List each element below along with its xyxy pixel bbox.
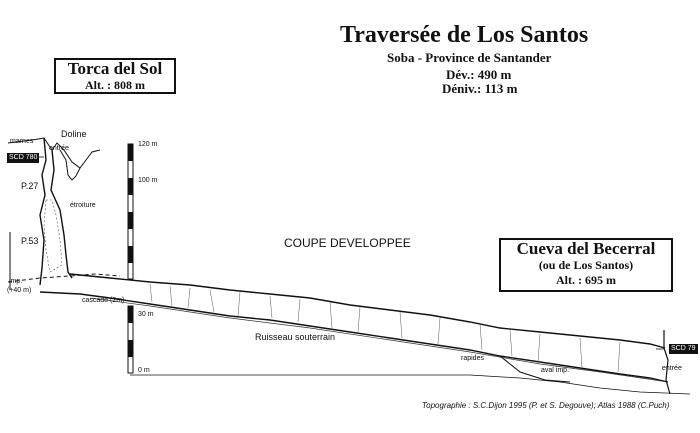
scale-tick-0: 0 m xyxy=(138,367,150,374)
scale-bar-lower xyxy=(128,306,133,373)
label-marnes: marnes xyxy=(10,138,34,145)
becerral-valley xyxy=(470,375,690,394)
label-p27: P.27 xyxy=(21,181,39,191)
label-doline: Doline xyxy=(61,129,87,139)
development-length: Dév.: 490 m xyxy=(446,67,512,82)
label-p53: P.53 xyxy=(21,236,39,246)
label-rapides: rapides xyxy=(461,355,484,362)
label-aval-imp: aval imp. xyxy=(541,367,570,374)
becerral-alias: (ou de Los Santos) xyxy=(538,258,634,272)
label-entree-sol: entrée xyxy=(49,145,69,152)
torca-del-sol-box xyxy=(54,58,176,94)
scale-tick-30: 30 m xyxy=(138,311,154,318)
torca-altitude: Alt. : 808 m xyxy=(85,78,145,92)
becerral-entrance xyxy=(664,330,670,394)
subtitle-location: Soba - Province de Santander xyxy=(387,50,552,65)
becerral-altitude: Alt. : 695 m xyxy=(556,273,616,287)
label-cascade: cascade (2m) xyxy=(82,297,125,304)
depth-difference: Déniv.: 113 m xyxy=(442,81,518,96)
scale-tick-120: 120 m xyxy=(138,141,158,148)
doline-entrance xyxy=(60,150,80,180)
becerral-name: Cueva del Becerral xyxy=(516,239,656,258)
label-imp-altitude: (+40 m) xyxy=(7,287,32,294)
page-title: Traversée de Los Santos xyxy=(340,22,589,48)
stream-line xyxy=(90,298,668,382)
torca-name: Torca del Sol xyxy=(67,59,163,78)
tag-scd-780: SCD 780 xyxy=(9,154,38,161)
shaft-fill xyxy=(44,200,62,272)
label-entree-becerral: entrée xyxy=(662,365,682,372)
survey-credit: Topographie : S.C.Dijon 1995 (P. et S. Degouve); Atlas 1988 (C.Puch) xyxy=(422,401,670,410)
scale-bar-upper xyxy=(128,144,133,279)
scale-tick-100: 100 m xyxy=(138,177,158,184)
tag-scd-79: SCD 79 xyxy=(671,345,696,352)
label-ruisseau: Ruisseau souterrain xyxy=(255,332,336,342)
label-coupe-developpee: COUPE DEVELOPPEE xyxy=(284,236,411,250)
label-etroiture: étroiture xyxy=(70,202,96,209)
becerral-box xyxy=(499,238,673,292)
shaft-outline-left xyxy=(40,138,46,285)
label-imp: imp. xyxy=(9,278,23,285)
